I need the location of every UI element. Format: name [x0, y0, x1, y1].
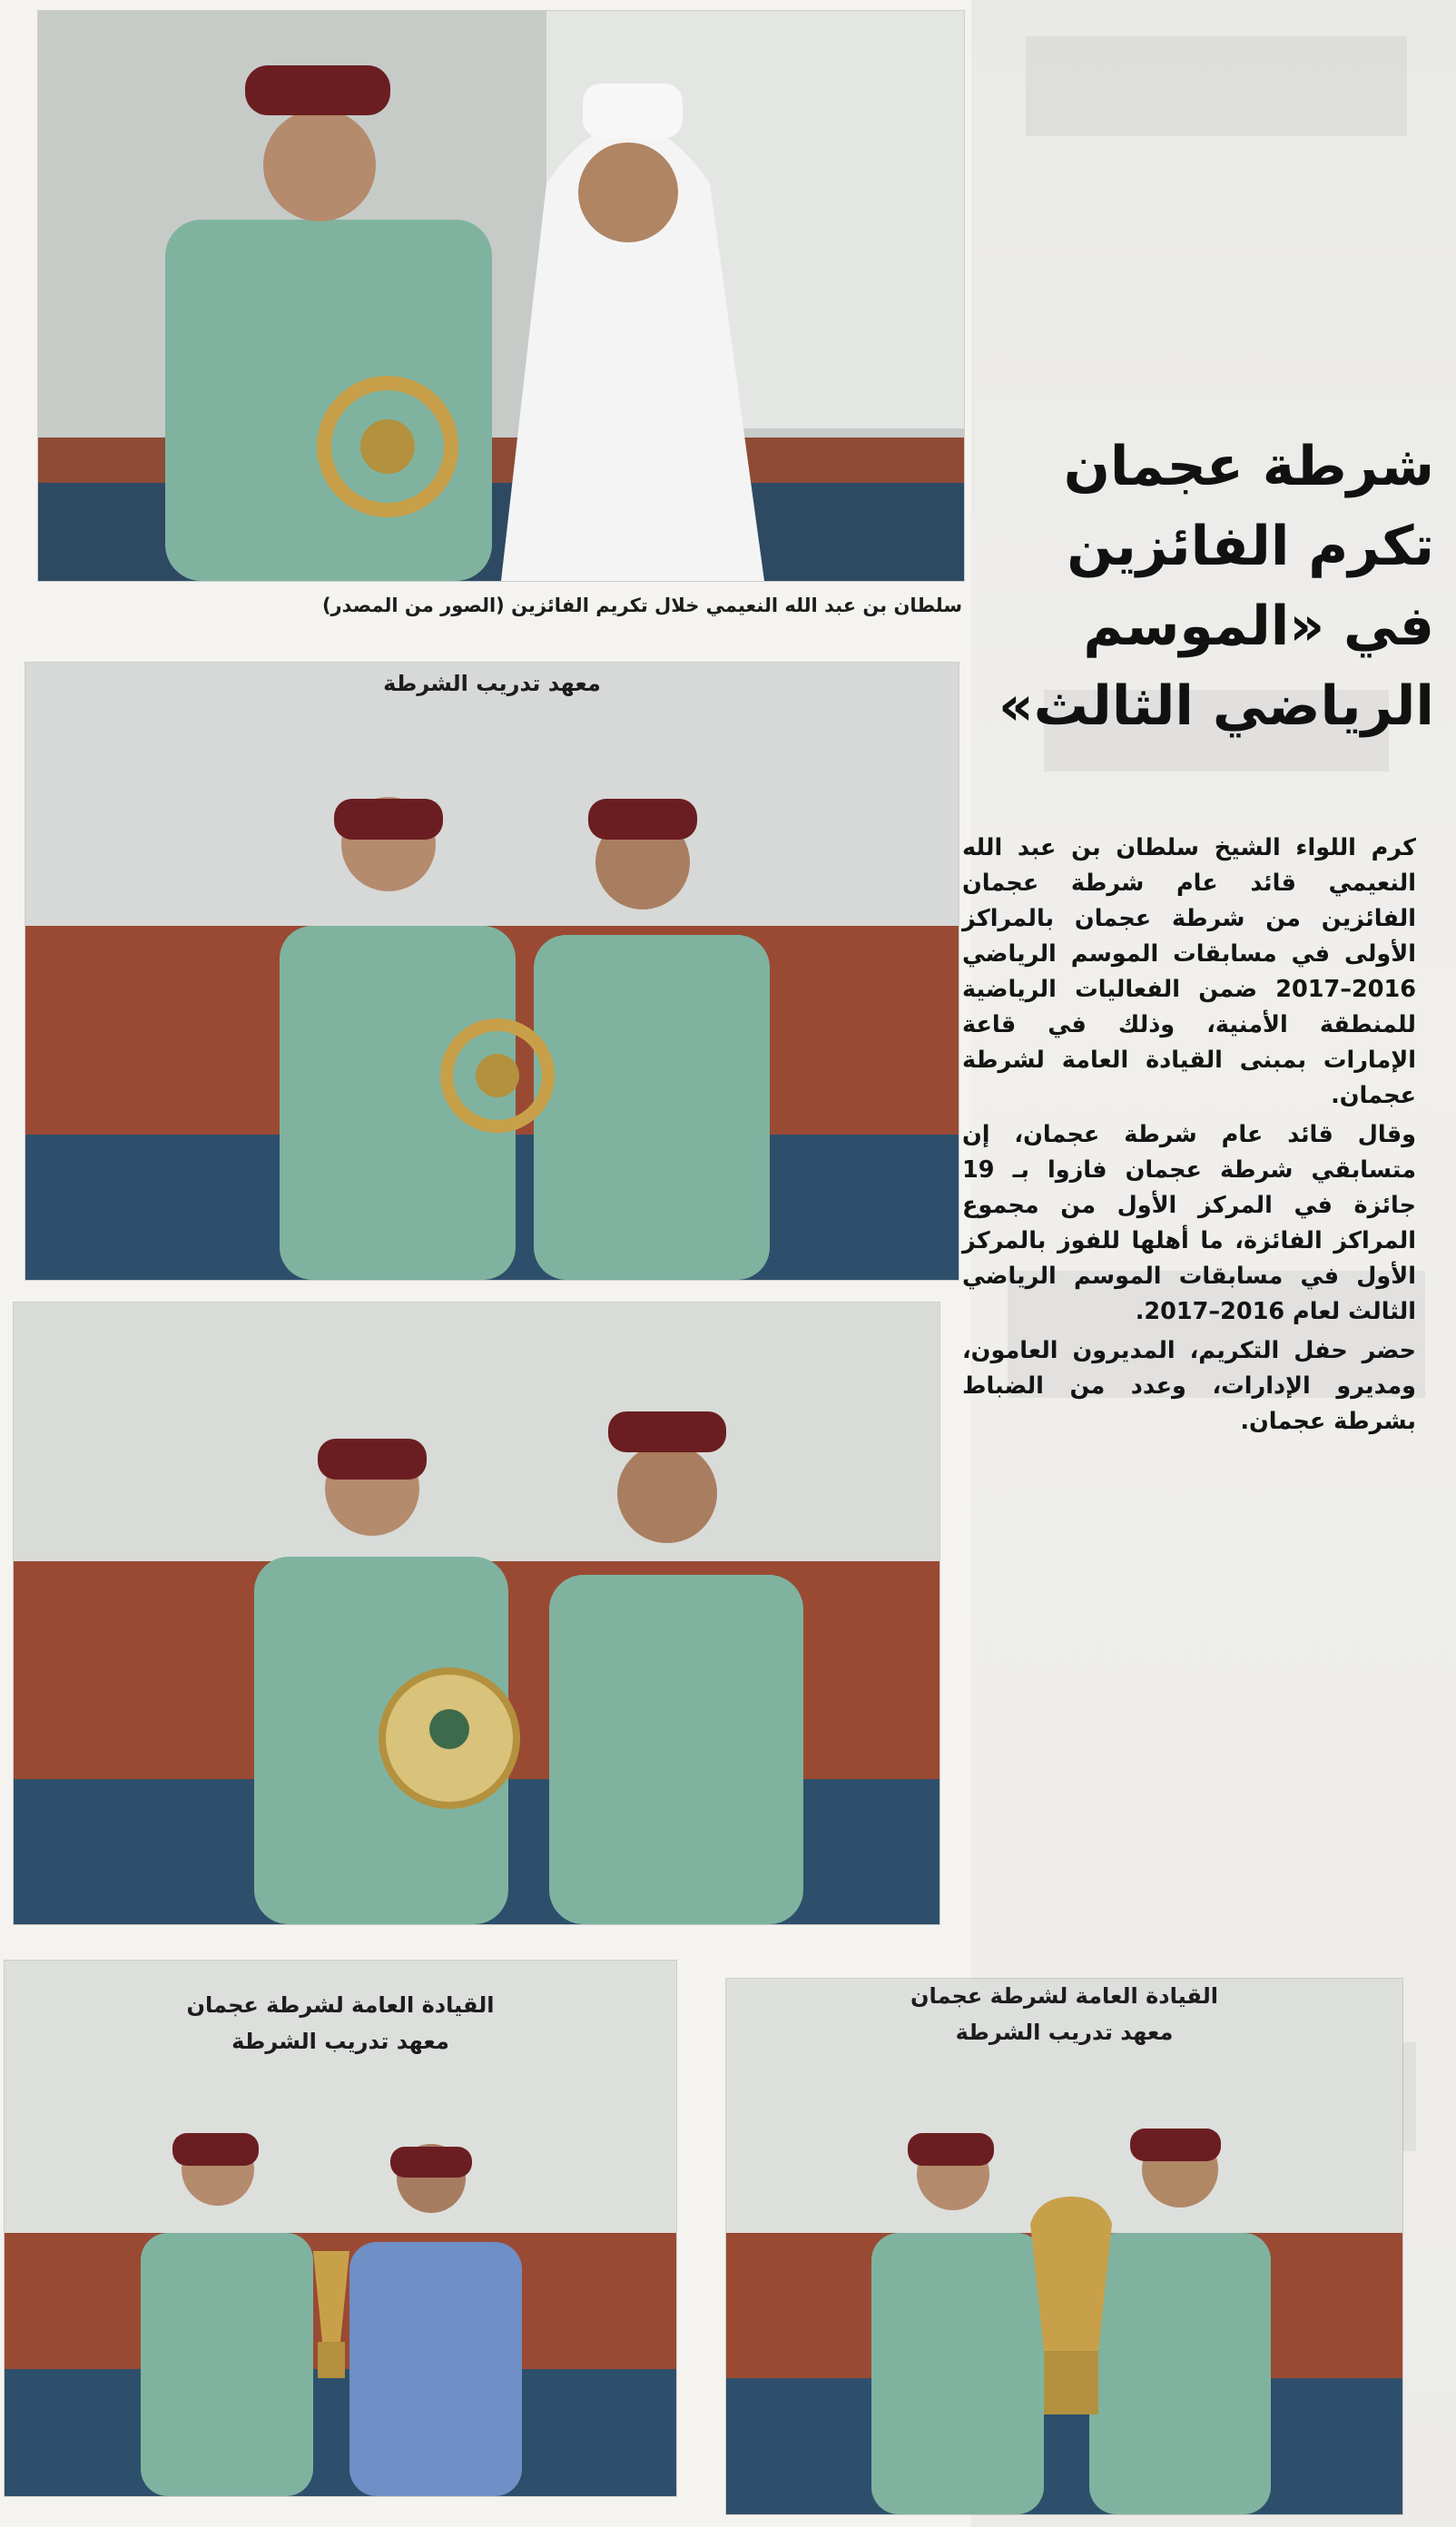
photo-banner-text-line-2: معهد تدريب الشرطة [955, 2020, 1174, 2045]
photo-trophy-5 [726, 1979, 1402, 2514]
headline-line-4: الرياضي الثالث» [999, 674, 1434, 738]
article-body [962, 831, 1416, 1443]
photo-caption: سلطان بن عبد الله النعيمي خلال تكريم الفائزين (الصور من المصدر) [321, 595, 962, 616]
headline-line-2: تكرم الفائزين [1067, 515, 1434, 578]
photo-banner-text-line-1: القيادة العامة لشرطة عجمان [910, 1983, 1218, 2009]
headline-line-1: شرطة عجمان [1063, 435, 1434, 498]
body-paragraph-3: حضر حفل التكريم، المديرون العامون، ومديرو الإدارات، وعدد من الضباط بشرطة عجمان. [962, 1337, 1416, 1435]
photo-banner-text: معهد تدريب الشرطة [383, 671, 601, 696]
photo-award-ceremony-3 [14, 1303, 940, 1924]
photo-award-ceremony-2 [25, 663, 959, 1280]
photo-banner-text-line-2: معهد تدريب الشرطة [231, 2029, 449, 2054]
body-paragraph-1: كرم اللواء الشيخ سلطان بن عبد الله النعيمي قائد عام شرطة عجمان الفائزين من شرطة عجمان بالمراكز الأولى في مسابقات الموسم الرياضي 2016–2017 ضمن الفعاليات الرياضية للمنطقة الأمنية، وذلك في قاعة الإمارات بمبنى القيادة العامة لشرطة عجمان. [962, 834, 1416, 1109]
photo-award-ceremony-1 [38, 11, 964, 581]
article-headline [980, 427, 1434, 746]
photo-banner-text-line-1: القيادة العامة لشرطة عجمان [186, 1992, 495, 2018]
photo-trophy-4 [5, 1961, 676, 2496]
body-paragraph-2: وقال قائد عام شرطة عجمان، إن متسابقي شرطة عجمان فازوا بـ 19 جائزة في المركز الأول من مجموع المراكز الفائزة، ما أهلها للفوز بالمركز الأول في مسابقات الموسم الرياضي الثالث لعام 2016–2017. [962, 1121, 1416, 1325]
headline-line-3: في «الموسم [1083, 595, 1434, 658]
